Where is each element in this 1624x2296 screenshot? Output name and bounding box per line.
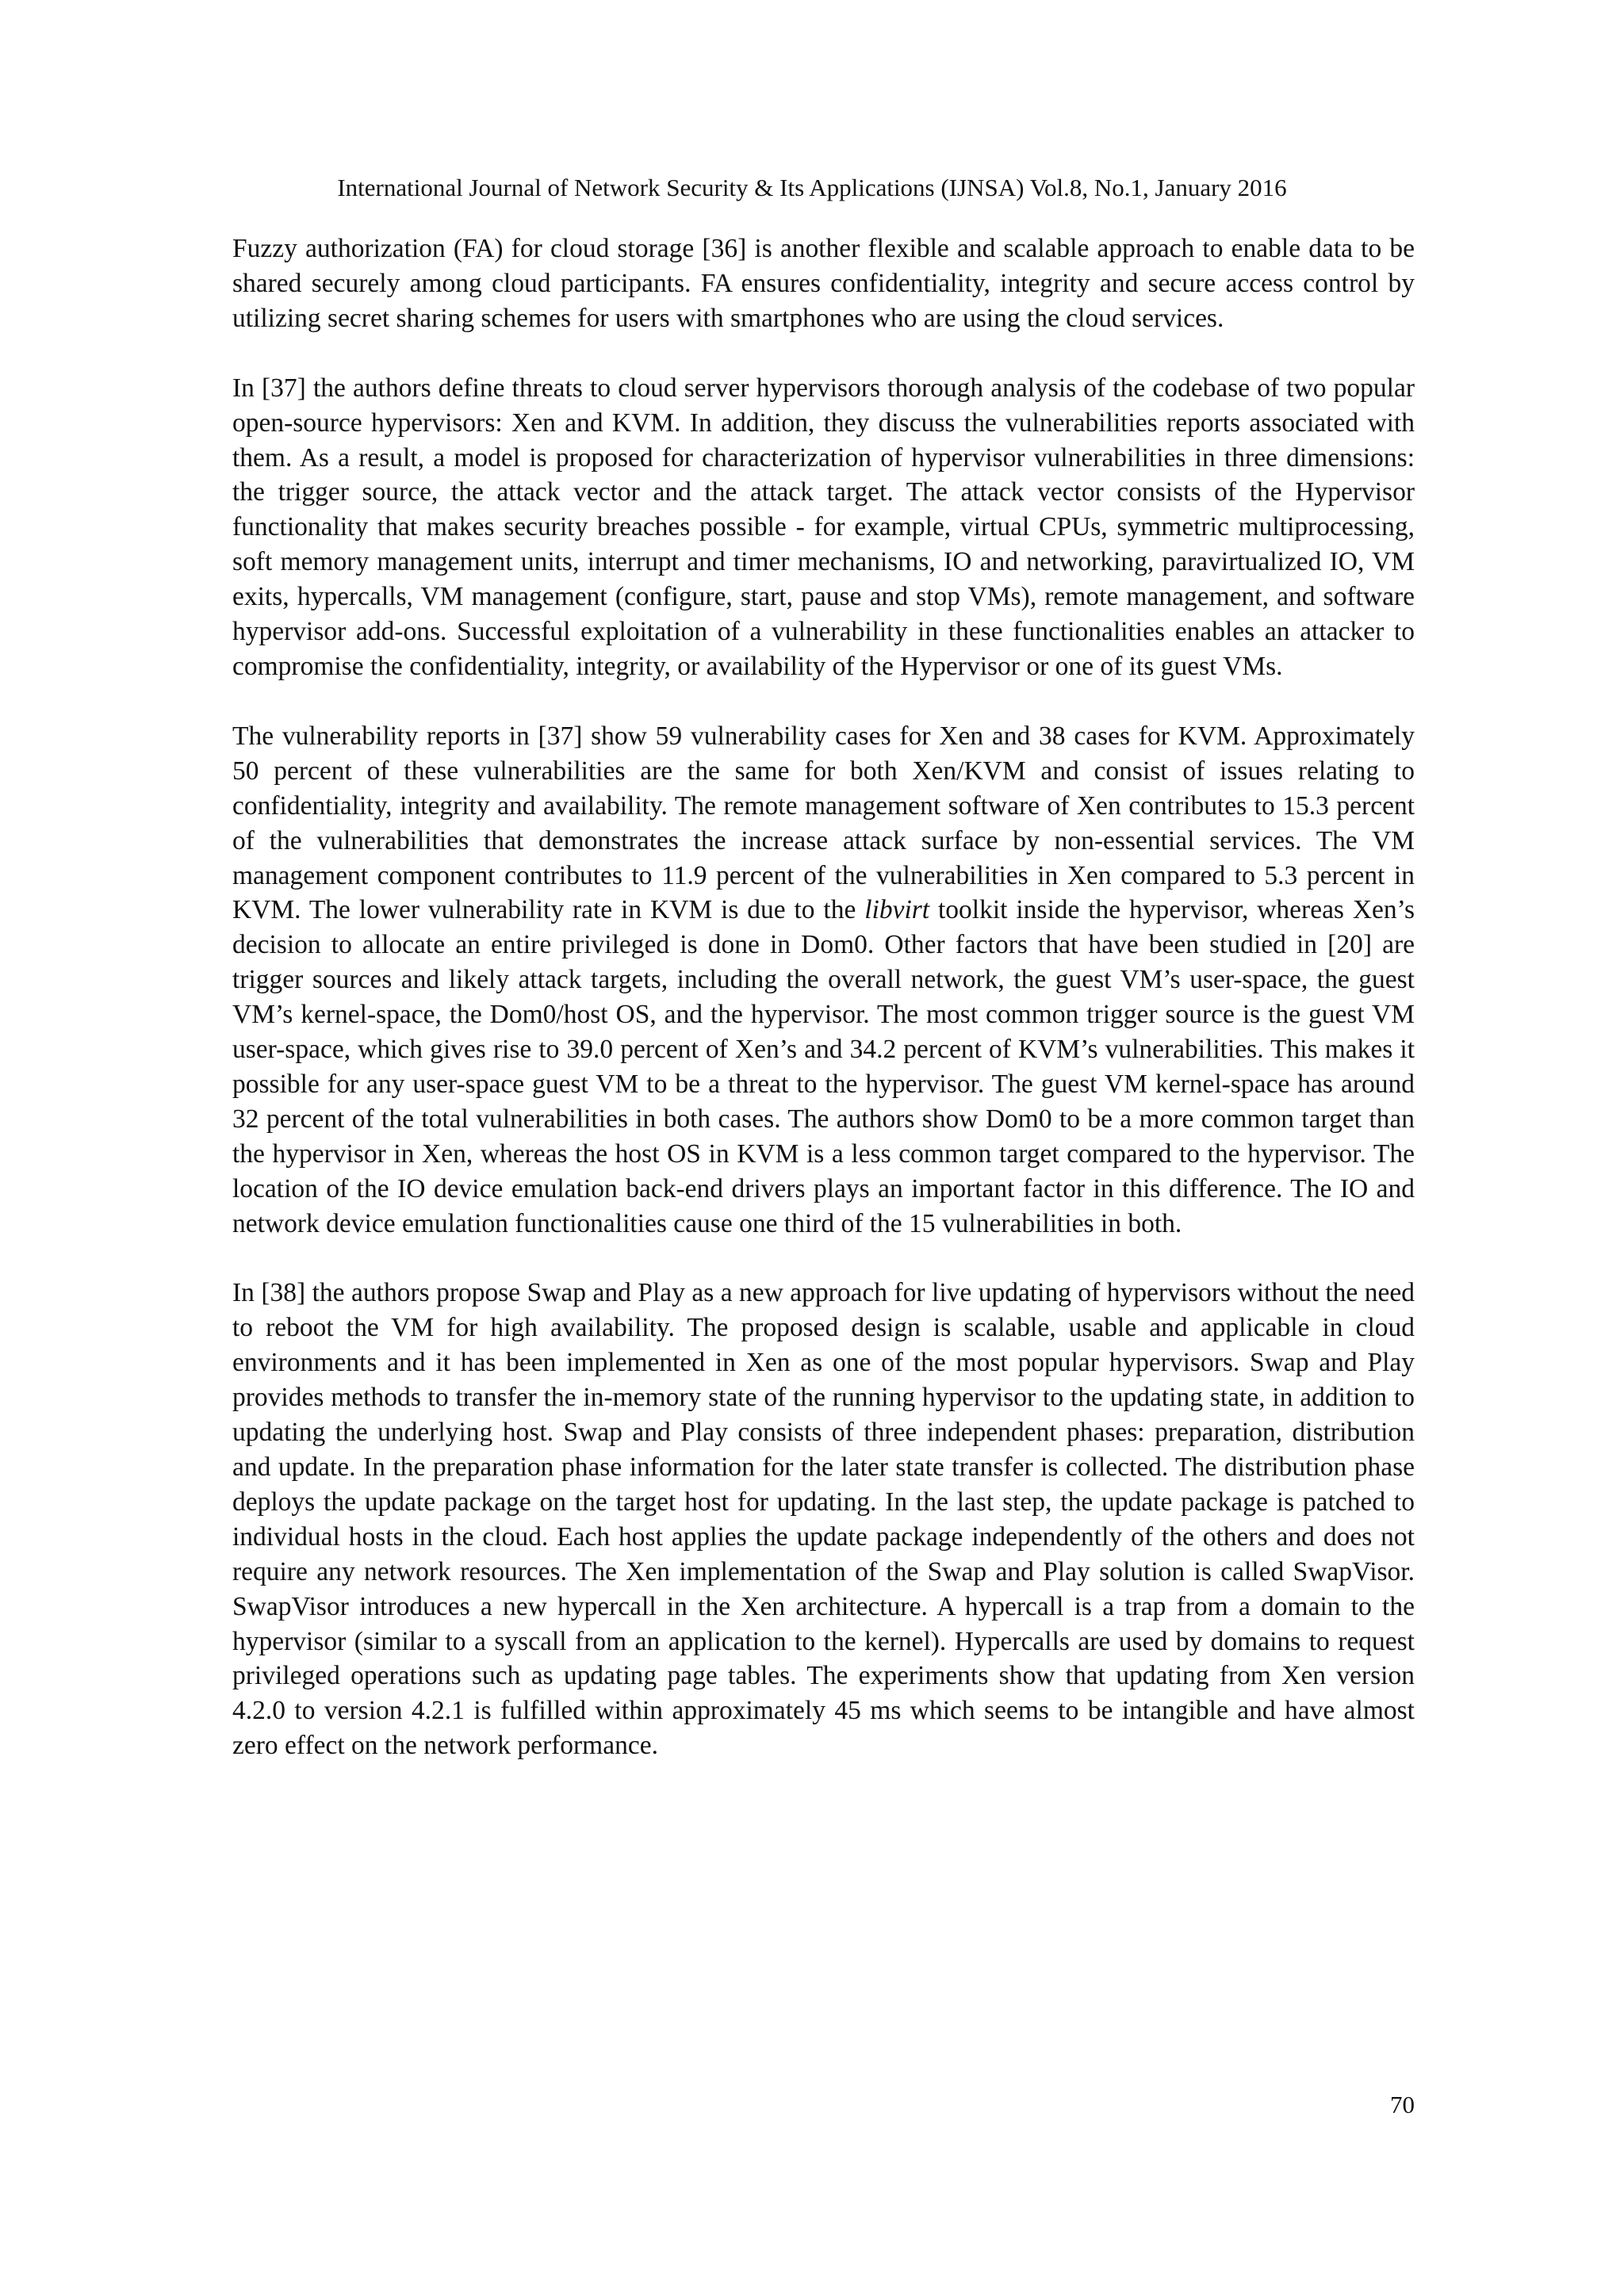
page-number: 70 <box>1390 2091 1415 2118</box>
libvirt-term: libvirt <box>864 895 930 925</box>
running-header: International Journal of Network Security & Its Applications (IJNSA) Vol.8, No.1, January 2016 <box>337 174 1287 201</box>
paragraph-vulnerability-reports <box>232 719 1415 1242</box>
paragraph-swap-and-play: In [38] the authors propose Swap and Play as a new approach for live updating of hypervisors without the need to reboot the VM for high availability. The proposed design is scalable, usable and applicable in cloud environments and it has been implemented in Xen as one of the most popular hypervisors. Swap and Play provides methods to transfer the in-memory state of the running hypervisor to the updating state, in addition to updating the underlying host. Swap and Play consists of three independent phases: preparation, distribution and update. In the preparation phase information for the later state transfer is collected. The distribution phase deploys the update package on the target host for updating. In the last step, the update package is patched to individual hosts in the cloud. Each host applies the update package independently of the others and does not require any network resources. The Xen implementation of the Swap and Play solution is called SwapVisor. SwapVisor introduces a new hypercall in the Xen architecture. A hypercall is a trap from a domain to the hypervisor (similar to a syscall from an application to the kernel). Hypercalls are used by domains to request privileged operations such as updating page tables. The experiments show that updating from Xen version 4.2.0 to version 4.2.1 is fulfilled within approximately 45 ms which seems to be intangible and have almost zero effect on the network performance. <box>232 1278 1415 1761</box>
vulnerability-text-start: The vulnerability reports in [37] show 59 vulnerability cases for Xen and 38 cases for KVM. Approximately 50 percent of these vulnerabilities are the same for both Xen/KVM and consist of issues relating to confidentiality, integrity and availability. The remote management software of Xen contributes to 15.3 percent of the vulnerabilities that demonstrates the increase attack surface by non-essential services. The VM management component contributes to 11.9 percent of the vulnerabilities in Xen compared to 5.3 percent in KVM. The lower vulnerability rate in KVM is due to the <box>232 721 1415 925</box>
body-text <box>232 232 1415 1798</box>
paragraph-fuzzy-authorization: Fuzzy authorization (FA) for cloud storage [36] is another flexible and scalable approach to enable data to be shared securely among cloud participants. FA ensures confidentiality, integrity and secure access control by utilizing secret sharing schemes for users with smartphones who are using the cloud services. <box>232 234 1415 333</box>
vulnerability-text-end: toolkit inside the hypervisor, whereas Xen’s decision to allocate an entire privileged is done in Dom0. Other factors that have been studied in [20] are trigger sources and likely attack targets, including the overall network, the guest VM’s user-space, the guest VM’s kernel-space, the Dom0/host OS, and the hypervisor. The most common trigger source is the guest VM user-space, which gives rise to 39.0 percent of Xen’s and 34.2 percent of KVM’s vulnerabilities. This makes it possible for any user-space guest VM to be a threat to the hypervisor. The guest VM kernel-space has around 32 percent of the total vulnerabilities in both cases. The authors show Dom0 to be a more common target than the hypervisor in Xen, whereas the host OS in KVM is a less common target compared to the hypervisor. The location of the IO device emulation back-end drivers plays an important factor in this difference. The IO and network device emulation functionalities cause one third of the 15 vulnerabilities in both. <box>232 895 1415 1238</box>
paragraph-hypervisor-threats: In [37] the authors define threats to cloud server hypervisors thorough analysis of the codebase of two popular open-source hypervisors: Xen and KVM. In addition, they discuss the vulnerabilities reports associated with them. As a result, a model is proposed for characterization of hypervisor vulnerabilities in three dimensions: the trigger source, the attack vector and the attack target. The attack vector consists of the Hypervisor functionality that makes security breaches possible - for example, virtual CPUs, symmetric multiprocessing, soft memory management units, interrupt and timer mechanisms, IO and networking, paravirtualized IO, VM exits, hypercalls, VM management (configure, start, pause and stop VMs), remote management, and software hypervisor add-ons. Successful exploitation of a vulnerability in these functionalities enables an attacker to compromise the confidentiality, integrity, or availability of the Hypervisor or one of its guest VMs. <box>232 373 1415 681</box>
